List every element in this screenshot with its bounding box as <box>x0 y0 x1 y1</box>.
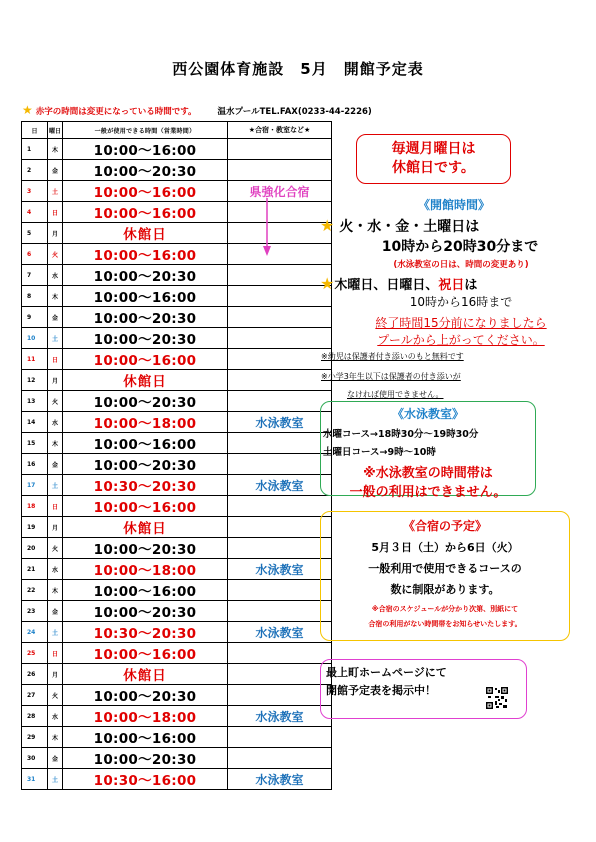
day-cell: 7 <box>22 265 48 286</box>
swim-sat: 土曜日コース→9時～10時 <box>323 447 436 458</box>
weekday-cell: 火 <box>48 391 63 412</box>
day-cell: 20 <box>22 538 48 559</box>
day-cell: 16 <box>22 454 48 475</box>
note-cell <box>228 391 332 412</box>
table-row <box>22 664 332 685</box>
time-cell: 10:00～20:30 <box>63 601 228 622</box>
day-cell: 5 <box>22 223 48 244</box>
table-row <box>22 580 332 601</box>
note-cell <box>228 517 332 538</box>
camp-line-1: 5月３日（土）から6日（火） <box>371 541 519 554</box>
weekday-cell: 土 <box>48 622 63 643</box>
table-row <box>22 391 332 412</box>
time-cell: 10:00～16:00 <box>63 580 228 601</box>
closed-line-2: 休館日です。 <box>392 160 475 176</box>
table-header-row <box>22 122 332 139</box>
day-cell: 2 <box>22 160 48 181</box>
time-cell: 10:30～16:00 <box>63 769 228 790</box>
time-cell: 10:00～16:00 <box>63 727 228 748</box>
time-cell: 10:00～20:30 <box>63 391 228 412</box>
day-cell: 10 <box>22 328 48 349</box>
table-row <box>22 454 332 475</box>
weekday-cell: 火 <box>48 244 63 265</box>
weekday-cell: 土 <box>48 769 63 790</box>
page-title: 西公園体育施設 5月 開館予定表 <box>172 60 424 78</box>
note-cell <box>228 580 332 601</box>
weekday-cell: 金 <box>48 307 63 328</box>
weekday-cell: 日 <box>48 496 63 517</box>
table-row <box>22 643 332 664</box>
swim-warn-2: 一般の利用はできません。 <box>349 485 507 500</box>
child-note-2: なければ使用できません。 <box>347 390 444 399</box>
camp-heading: 《合宿の予定》 <box>402 519 487 533</box>
note-cell <box>228 223 332 244</box>
weekday-cell: 火 <box>48 538 63 559</box>
holiday-time: 10時から16時まで <box>409 295 513 309</box>
time-cell: 10:00～16:00 <box>63 202 228 223</box>
day-cell: 13 <box>22 391 48 412</box>
arrow-down-icon <box>263 198 271 256</box>
holiday-label-b: 祝日 <box>438 278 465 293</box>
time-cell: 10:00～16:00 <box>63 496 228 517</box>
web-line-1: 最上町ホームページにて <box>326 666 447 679</box>
note-cell <box>228 265 332 286</box>
schedule-table <box>21 121 335 790</box>
table-row <box>22 181 332 202</box>
table-row <box>22 223 332 244</box>
weekday-cell: 金 <box>48 160 63 181</box>
note-cell <box>228 160 332 181</box>
weekday-cell: 月 <box>48 223 63 244</box>
hours-heading: 《開館時間》 <box>417 198 490 212</box>
weekday-time: 10時から20時30分まで <box>381 239 539 255</box>
table-row <box>22 475 332 496</box>
weekday-cell: 水 <box>48 706 63 727</box>
weekday-cell: 木 <box>48 286 63 307</box>
day-cell: 27 <box>22 685 48 706</box>
table-row <box>22 265 332 286</box>
note-cell <box>228 244 332 265</box>
day-cell: 15 <box>22 433 48 454</box>
holiday-label-c: は <box>464 278 478 293</box>
day-cell: 29 <box>22 727 48 748</box>
table-row <box>22 286 332 307</box>
weekday-cell: 木 <box>48 580 63 601</box>
day-cell: 8 <box>22 286 48 307</box>
weekday-cell: 木 <box>48 139 63 160</box>
table-row <box>22 517 332 538</box>
time-cell: 休館日 <box>63 517 228 538</box>
note-cell: 水泳教室 <box>228 559 332 580</box>
day-cell: 23 <box>22 601 48 622</box>
holiday-label-a: 木曜日、日曜日、 <box>334 278 439 293</box>
time-cell: 10:30～20:30 <box>63 622 228 643</box>
note-cell <box>228 328 332 349</box>
time-cell: 10:00～20:30 <box>63 265 228 286</box>
holiday-label <box>318 274 590 293</box>
note-cell: 水泳教室 <box>228 475 332 496</box>
table-row <box>22 139 332 160</box>
day-cell: 25 <box>22 643 48 664</box>
time-cell: 10:00～20:30 <box>63 454 228 475</box>
closed-notice-box <box>356 134 511 184</box>
table-row <box>22 748 332 769</box>
weekday-cell: 月 <box>48 517 63 538</box>
table-row <box>22 727 332 748</box>
swim-heading: 《水泳教室》 <box>391 407 464 421</box>
time-cell: 休館日 <box>63 223 228 244</box>
table-row <box>22 160 332 181</box>
weekday-cell: 木 <box>48 727 63 748</box>
day-cell: 28 <box>22 706 48 727</box>
day-cell: 4 <box>22 202 48 223</box>
day-cell: 19 <box>22 517 48 538</box>
child-note-1: ※小学3年生以下は保護者の付き添いが <box>321 372 461 381</box>
note-cell: 水泳教室 <box>228 412 332 433</box>
header-weekday: 曜日 <box>48 122 63 139</box>
note-cell <box>228 454 332 475</box>
weekday-cell: 水 <box>48 559 63 580</box>
time-cell: 10:00～16:00 <box>63 244 228 265</box>
contact-text: 温水プールTEL.FAX(0233-44-2226) <box>217 107 372 117</box>
weekday-cell: 日 <box>48 643 63 664</box>
time-cell: 休館日 <box>63 370 228 391</box>
weekday-cell: 土 <box>48 475 63 496</box>
table-row <box>22 349 332 370</box>
notice-line <box>22 103 372 117</box>
note-cell <box>228 370 332 391</box>
note-cell <box>228 727 332 748</box>
note-cell <box>228 286 332 307</box>
note-cell: 県強化合宿 <box>228 181 332 202</box>
swim-warn-1: ※水泳教室の時間帯は <box>363 466 493 481</box>
day-cell: 1 <box>22 139 48 160</box>
day-cell: 31 <box>22 769 48 790</box>
note-cell <box>228 748 332 769</box>
camp-line-3: 数に制限があります。 <box>390 583 500 596</box>
weekday-cell: 日 <box>48 202 63 223</box>
warn-line-2: プールから上がってください。 <box>377 333 545 347</box>
table-row <box>22 706 332 727</box>
table-row <box>22 769 332 790</box>
time-cell: 10:00～20:30 <box>63 328 228 349</box>
time-cell: 10:30～20:30 <box>63 475 228 496</box>
table-row <box>22 370 332 391</box>
table-row <box>22 412 332 433</box>
note-cell <box>228 496 332 517</box>
note-cell: 水泳教室 <box>228 769 332 790</box>
table-row <box>22 328 332 349</box>
day-cell: 3 <box>22 181 48 202</box>
day-cell: 24 <box>22 622 48 643</box>
day-cell: 21 <box>22 559 48 580</box>
weekday-cell: 月 <box>48 370 63 391</box>
weekday-cell: 水 <box>48 265 63 286</box>
star-icon: ★ <box>22 103 33 117</box>
weekday-cell: 土 <box>48 328 63 349</box>
star-icon: ★ <box>320 216 335 235</box>
camp-box <box>320 511 570 641</box>
day-cell: 30 <box>22 748 48 769</box>
weekday-cell: 土 <box>48 181 63 202</box>
warn-line-1: 終了時間15分前になりましたら <box>375 316 547 330</box>
note-cell <box>228 601 332 622</box>
time-cell: 10:00～20:30 <box>63 538 228 559</box>
time-cell: 10:00～18:00 <box>63 706 228 727</box>
time-cell: 10:00～16:00 <box>63 286 228 307</box>
table-row <box>22 496 332 517</box>
day-cell: 17 <box>22 475 48 496</box>
day-cell: 12 <box>22 370 48 391</box>
day-cell: 9 <box>22 307 48 328</box>
time-cell: 10:00～16:00 <box>63 181 228 202</box>
weekday-cell: 金 <box>48 601 63 622</box>
table-row <box>22 559 332 580</box>
note-cell <box>228 685 332 706</box>
note-cell <box>228 433 332 454</box>
note-cell: 水泳教室 <box>228 706 332 727</box>
note-cell <box>228 349 332 370</box>
weekday-cell: 金 <box>48 748 63 769</box>
notice-text: 赤字の時間は変更になっている時間です。 <box>35 107 197 117</box>
header-day: 日 <box>22 122 48 139</box>
day-cell: 18 <box>22 496 48 517</box>
table-row <box>22 622 332 643</box>
time-cell: 10:00～16:00 <box>63 349 228 370</box>
web-line-2: 開館予定表を掲示中！ <box>326 684 436 697</box>
table-row <box>22 685 332 706</box>
table-row <box>22 202 332 223</box>
table-row <box>22 433 332 454</box>
day-cell: 14 <box>22 412 48 433</box>
time-cell: 休館日 <box>63 664 228 685</box>
note-cell <box>228 307 332 328</box>
table-row <box>22 601 332 622</box>
note-cell <box>228 643 332 664</box>
time-cell: 10:00～20:30 <box>63 160 228 181</box>
note-cell: 水泳教室 <box>228 622 332 643</box>
time-cell: 10:00～16:00 <box>63 433 228 454</box>
time-cell: 10:00～20:30 <box>63 748 228 769</box>
weekday-cell: 月 <box>48 664 63 685</box>
header-time: 一般が使用できる時間（営業時間） <box>63 122 228 139</box>
camp-note-2: 合宿の利用がない時間帯をお知らせいたします。 <box>368 620 522 628</box>
table-row <box>22 244 332 265</box>
weekday-cell: 木 <box>48 433 63 454</box>
camp-line-2: 一般利用で使用できるコースの <box>368 562 522 575</box>
closed-line-1: 毎週月曜日は <box>391 141 476 157</box>
weekday-cell: 金 <box>48 454 63 475</box>
infant-note: ※幼児は保護者付き添いのもと無料です <box>321 352 464 361</box>
day-cell: 22 <box>22 580 48 601</box>
camp-note-1: ※合宿のスケジュールが分かり次第、別紙にて <box>371 605 519 613</box>
star-icon: ★ <box>320 274 335 293</box>
opening-hours <box>318 196 590 348</box>
time-cell: 10:00～18:00 <box>63 412 228 433</box>
swim-wed: 水曜コース→18時30分～19時30分 <box>323 429 479 440</box>
weekday-cell: 火 <box>48 685 63 706</box>
qr-code-icon[interactable] <box>486 687 508 709</box>
note-cell <box>228 664 332 685</box>
table-row <box>22 538 332 559</box>
time-cell: 10:00～20:30 <box>63 307 228 328</box>
table-row <box>22 307 332 328</box>
swim-class-box <box>320 401 536 500</box>
weekday-note: (水泳教室の日は、時間の変更あり) <box>393 260 529 270</box>
time-cell: 10:00～16:00 <box>63 643 228 664</box>
note-cell <box>228 139 332 160</box>
time-cell: 10:00～20:30 <box>63 685 228 706</box>
day-cell: 26 <box>22 664 48 685</box>
weekday-cell: 日 <box>48 349 63 370</box>
weekday-label <box>318 216 590 236</box>
day-cell: 11 <box>22 349 48 370</box>
day-cell: 6 <box>22 244 48 265</box>
note-cell <box>228 202 332 223</box>
weekday-label-text: 火・水・金・土曜日は <box>339 219 480 235</box>
time-cell: 10:00～16:00 <box>63 139 228 160</box>
time-cell: 10:00～18:00 <box>63 559 228 580</box>
note-cell <box>228 538 332 559</box>
weekday-cell: 水 <box>48 412 63 433</box>
header-note: ★合宿・教室など★ <box>228 122 332 139</box>
